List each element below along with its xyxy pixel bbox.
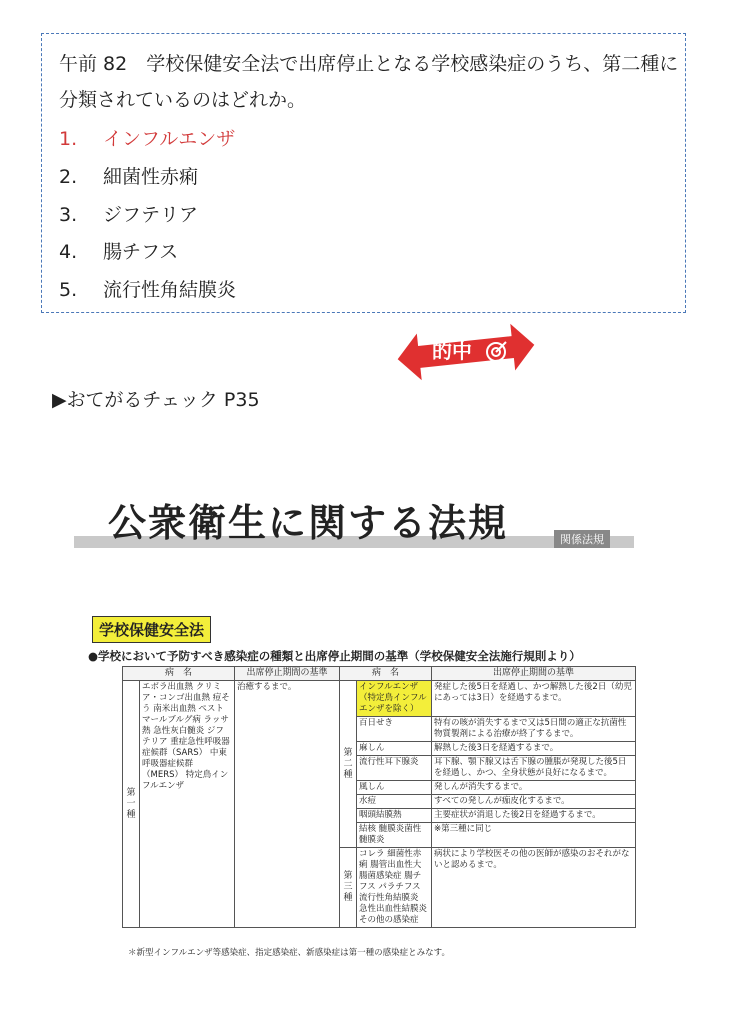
table-row: ※第三種に同じ: [432, 823, 636, 848]
table-row: インフルエンザ（特定鳥インフルエンザを除く）: [357, 681, 432, 717]
option-3[interactable]: 3. ジフテリア: [59, 204, 199, 226]
option-5[interactable]: 5. 流行性角結膜炎: [59, 279, 237, 301]
question-text: 午前 82 学校保健安全法で出席停止となる学校感染症のうち、第二種に分類されているのはどれか。: [59, 53, 679, 111]
table-row: 風しん: [357, 781, 432, 795]
table-row: 麻しん: [357, 742, 432, 756]
table-row: 解熱した後3日を経過するまで。: [432, 742, 636, 756]
scanned-page: [62, 470, 662, 1000]
table-subheading: ●学校において予防すべき感染症の種類と出席停止期間の基準（学校保健安全法施行規則より）: [88, 649, 581, 663]
type3-label: 第三種: [340, 848, 357, 928]
table-row: 流行性耳下腺炎: [357, 756, 432, 781]
col-header: 病 名: [340, 667, 432, 681]
badge-label: 的中: [432, 339, 472, 363]
table-row: 主要症状が消退した後2日を経過するまで。: [432, 809, 636, 823]
col-header: 出席停止期間の基準: [235, 667, 340, 681]
table-row: 水痘: [357, 795, 432, 809]
category-label: 関係法規: [554, 530, 610, 548]
type3-period: 病状により学校医その他の医師が感染のおそれがないと認めるまで。: [432, 848, 636, 928]
col-header: 病 名: [123, 667, 235, 681]
type1-label: 第一種: [123, 681, 140, 928]
type1-period: 治癒するまで。: [235, 681, 340, 928]
option-2[interactable]: 2. 細菌性赤痢: [59, 166, 199, 188]
option-1[interactable]: 1. インフルエンザ: [59, 128, 236, 150]
hit-badge: [396, 312, 536, 384]
table-row: 耳下腺、顎下腺又は舌下腺の腫脹が発現した後5日を経過し、かつ、全身状態が良好になるまで。: [432, 756, 636, 781]
law-table: [122, 666, 636, 928]
table-row: 咽頭結膜熱: [357, 809, 432, 823]
table-row: 特有の咳が消失するまで又は5日間の適正な抗菌性物質製剤による治療が終了するまで。: [432, 717, 636, 742]
type3-diseases: コレラ 細菌性赤痢 腸管出血性大腸菌感染症 腸チフス パラチフス 流行性角結膜炎 急性出血性結膜炎 その他の感染症: [357, 848, 432, 928]
col-header: 出席停止期間の基準: [432, 667, 636, 681]
table-row: 発しんが消失するまで。: [432, 781, 636, 795]
table-row: 結核 髄膜炎菌性髄膜炎: [357, 823, 432, 848]
type2-label: 第二種: [340, 681, 357, 848]
table-row: 発症した後5日を経過し、かつ解熱した後2日（幼児にあっては3日）を経過するまで。: [432, 681, 636, 717]
table-row: すべての発しんが痂皮化するまで。: [432, 795, 636, 809]
table-row: 百日せき: [357, 717, 432, 742]
section-title: 学校保健安全法: [92, 616, 211, 643]
option-4[interactable]: 4. 腸チフス: [59, 241, 179, 263]
scan-title: 公衆衛生に関する法規: [108, 501, 509, 545]
type1-diseases: エボラ出血熱 クリミア・コンゴ出血熱 痘そう 南米出血熱 ペスト マールブルグ病 ラッサ熱 急性灰白髄炎 ジフテリア 重症急性呼吸器症候群（SARS） 中東呼吸器症候群（MERS） 特定鳥インフルエンザ: [140, 681, 235, 928]
footnote: ＊新型インフルエンザ等感染症、指定感染症、新感染症は第一種の感染症とみなす。: [128, 948, 450, 958]
reference-link[interactable]: ▶おてがるチェック P35: [52, 389, 260, 411]
